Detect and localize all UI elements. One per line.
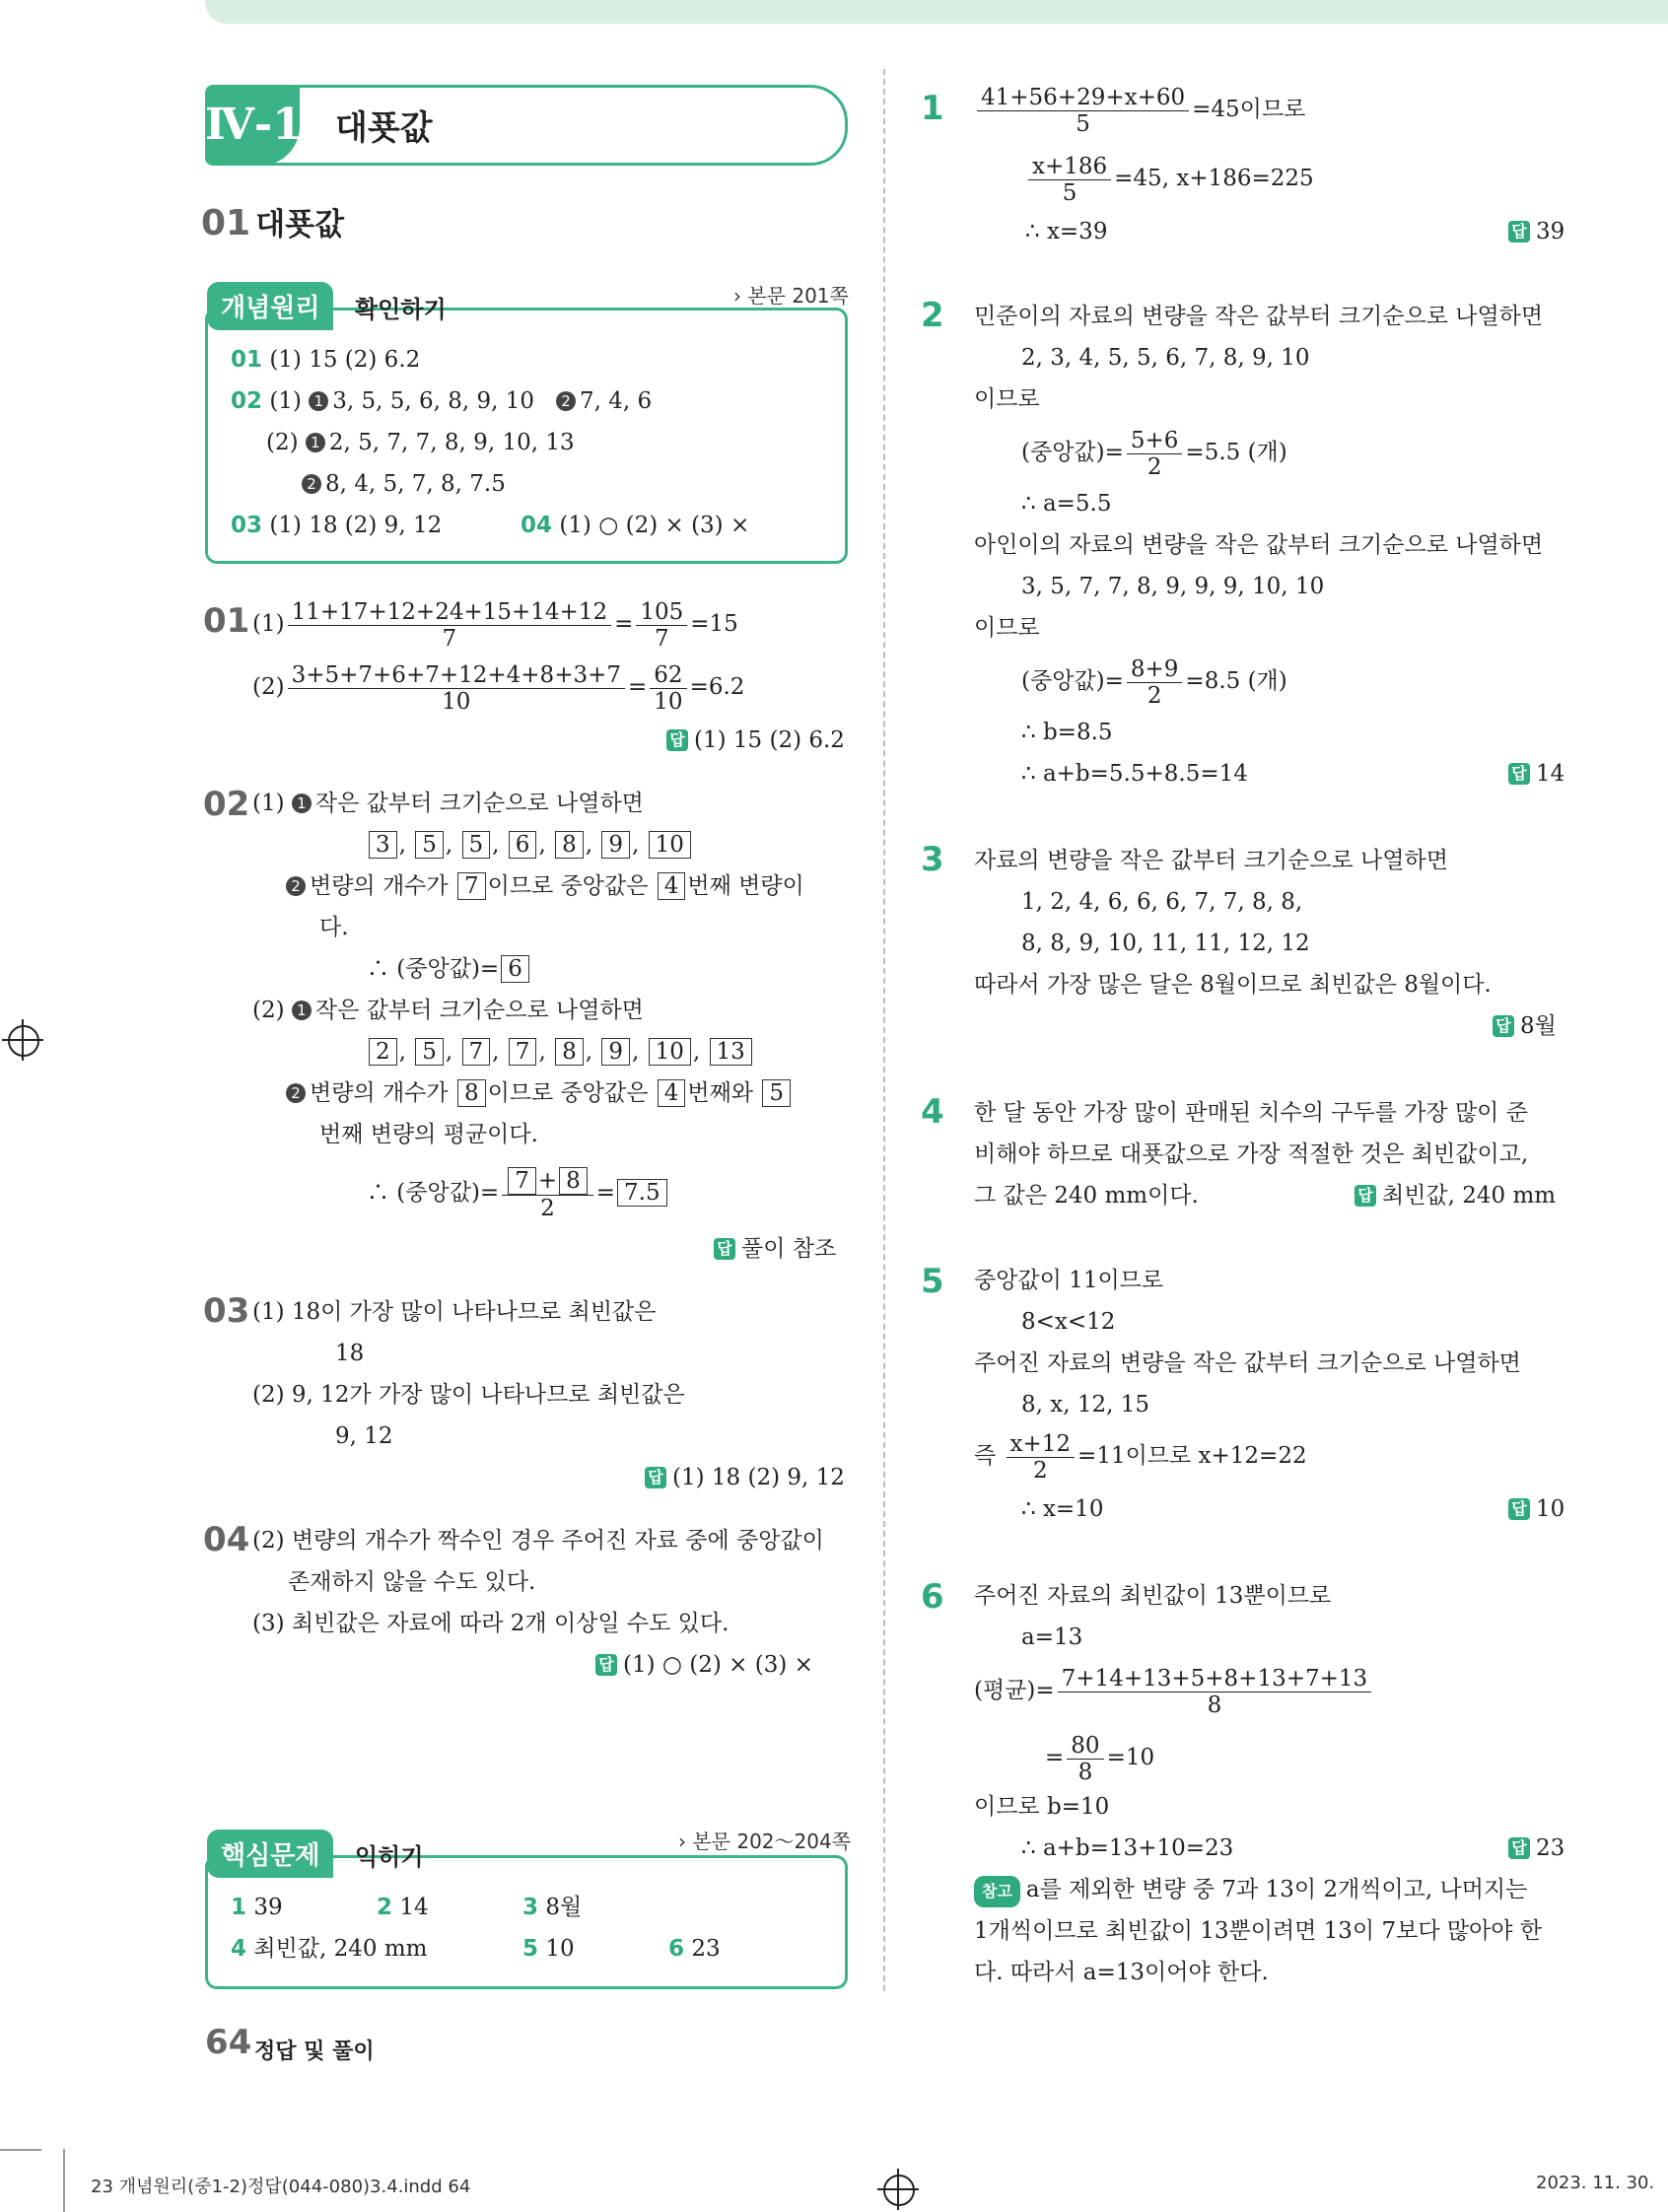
value-box: 4 bbox=[658, 1079, 686, 1107]
sol02-boxes-1: 3 , 5 , 5 , 6 , 8 , 9 , 10 bbox=[367, 830, 693, 860]
r3-line-2: 1, 2, 4, 6, 6, 6, 7, 7, 8, 8, bbox=[1021, 889, 1303, 915]
r4-line-3: 그 값은 240 mm이다. bbox=[974, 1183, 1199, 1209]
denominator: 10 bbox=[442, 688, 471, 715]
answer-icon: 답 bbox=[1493, 1015, 1514, 1037]
numerator: 3+5+7+6+7+12+4+8+3+7 bbox=[288, 662, 625, 689]
sol02-boxes-2: 2 , 5 , 7 , 7 , 8 , 9 , 10 , 13 bbox=[367, 1037, 754, 1067]
circle-2-icon: 2 bbox=[302, 474, 321, 494]
numerator: x+12 bbox=[1007, 1431, 1076, 1458]
sol01-part2: (2) bbox=[252, 674, 285, 700]
numerator: 41+56+29+x+60 bbox=[977, 85, 1189, 111]
circle-1-icon: 1 bbox=[292, 1001, 312, 1020]
right-problem-3-number: 3 bbox=[921, 840, 944, 879]
r6-answer-text: 23 bbox=[1536, 1835, 1565, 1861]
core-item-5 bbox=[522, 1934, 575, 1964]
r1-answer-text: 39 bbox=[1536, 219, 1565, 244]
concept-line-4 bbox=[302, 469, 506, 499]
fraction bbox=[1127, 657, 1183, 709]
section-number: 01 bbox=[201, 203, 251, 243]
denominator: 5 bbox=[1062, 179, 1077, 206]
denominator: 2 bbox=[1032, 1457, 1048, 1484]
sol02-line-5 bbox=[252, 996, 644, 1025]
footer-file: 23 개념원리(중1-2)정답(044-080)3.4.indd 64 bbox=[91, 2177, 471, 2197]
r6-eq: = bbox=[1045, 1745, 1065, 1770]
r1-answer bbox=[1508, 217, 1564, 246]
concept-line-5 bbox=[231, 511, 442, 540]
numerator: x+186 bbox=[1028, 154, 1111, 180]
r6-line-6: ∴ a+b=13+10=23 bbox=[1021, 1835, 1234, 1861]
r2-line-6: 아인이의 자료의 변량을 작은 값부터 크기순으로 나열하면 bbox=[974, 532, 1544, 558]
crop-mark bbox=[0, 2149, 41, 2151]
concept-page-ref: › 본문 201쪽 bbox=[733, 284, 849, 308]
circle-1-icon: 1 bbox=[306, 433, 325, 452]
sol02-line-1 bbox=[252, 789, 644, 818]
r6-line-1: 주어진 자료의 최빈값이 13뿐이므로 bbox=[974, 1583, 1332, 1609]
r4-line-2: 비해야 하므로 대푯값으로 가장 적절한 것은 최빈값이고, bbox=[974, 1141, 1529, 1167]
solution-01-line-2: (2) $\frac{3+5+7+6+7+12+4+8+3+7}{10}$ = $\frac{62}{10}$ =6.2 bbox=[252, 661, 745, 715]
r2-line-11: ∴ a+b=5.5+8.5=14 bbox=[1021, 761, 1248, 787]
r5-text-prefix: 즉 bbox=[974, 1443, 997, 1469]
r6-note-line-1 bbox=[974, 1875, 1527, 1907]
sol02-text2: 변량의 개수가 bbox=[310, 873, 449, 899]
concept-badge: 개념원리 bbox=[207, 282, 333, 330]
denominator: 10 bbox=[654, 688, 683, 715]
value-box: 13 bbox=[710, 1038, 752, 1066]
core-item-val: 8월 bbox=[545, 1895, 583, 1920]
r2-line-2: 2, 3, 4, 5, 5, 6, 7, 8, 9, 10 bbox=[1021, 345, 1310, 371]
concept-q4-num: 04 bbox=[521, 513, 553, 538]
denominator: 7 bbox=[655, 625, 669, 652]
solution-03-answer bbox=[645, 1463, 845, 1492]
value-box: 8 bbox=[555, 1038, 584, 1066]
value-box: 9 bbox=[601, 831, 630, 859]
r2-line-4 bbox=[1021, 424, 1287, 481]
r5-line-3: 주어진 자료의 변량을 작은 값부터 크기순으로 나열하면 bbox=[974, 1350, 1521, 1376]
core-item-num: 5 bbox=[522, 1936, 539, 1962]
sol02-text5: ∴ (중앙값)= bbox=[367, 956, 500, 982]
sol01-result1: =15 bbox=[690, 611, 738, 637]
value-box: 10 bbox=[649, 831, 691, 859]
core-badge: 핵심문제 bbox=[207, 1830, 333, 1878]
right-problem-6-number: 6 bbox=[921, 1577, 944, 1617]
core-item-val: 10 bbox=[545, 1936, 575, 1962]
r5-answer bbox=[1508, 1494, 1564, 1524]
core-item-num: 6 bbox=[668, 1936, 685, 1962]
core-item-val: 39 bbox=[253, 1895, 283, 1920]
right-problem-4-number: 4 bbox=[921, 1092, 944, 1132]
concept-q2-list3: 2, 5, 7, 7, 8, 9, 10, 13 bbox=[328, 430, 575, 455]
core-item-4 bbox=[231, 1934, 427, 1964]
r5-line-6: ∴ x=10 bbox=[1021, 1496, 1104, 1522]
core-item-num: 1 bbox=[231, 1895, 247, 1920]
numerator: 7+14+13+5+8+13+7+13 bbox=[1058, 1666, 1372, 1693]
r5-line-1: 중앙값이 11이므로 bbox=[974, 1268, 1164, 1293]
solution-04-answer bbox=[595, 1650, 813, 1680]
denominator: 5 bbox=[1076, 110, 1090, 137]
value-box: 8 bbox=[457, 1079, 486, 1107]
fraction bbox=[1058, 1666, 1372, 1718]
sol04-answer-text: (1) ○ (2) × (3) × bbox=[623, 1652, 813, 1678]
r4-answer bbox=[1355, 1181, 1556, 1210]
sol02-text7: 변량의 개수가 bbox=[310, 1080, 449, 1106]
core-item-6 bbox=[668, 1934, 721, 1964]
footer-date: 2023. 11. 30. bbox=[1536, 2173, 1655, 2193]
denominator: 2 bbox=[540, 1195, 555, 1221]
denominator: 8 bbox=[1077, 1759, 1093, 1785]
answer-icon: 답 bbox=[645, 1467, 666, 1488]
core-item-val: 23 bbox=[691, 1936, 721, 1962]
right-problem-2-number: 2 bbox=[921, 296, 944, 335]
r2-answer bbox=[1508, 759, 1564, 789]
answer-icon: 답 bbox=[1508, 1837, 1530, 1859]
core-item-num: 2 bbox=[377, 1895, 393, 1920]
sol02-text3: 이므로 중앙값은 bbox=[487, 873, 649, 899]
solution-02-number: 02 bbox=[203, 785, 250, 824]
circle-2-icon: 2 bbox=[556, 391, 576, 411]
concept-q2-list4: 8, 4, 5, 7, 8, 7.5 bbox=[325, 471, 506, 497]
r2-median-label1: (중앙값)= bbox=[1021, 440, 1124, 465]
r1-text1: =45이므로 bbox=[1192, 97, 1306, 122]
value-box: 5 bbox=[415, 831, 444, 859]
value-box: 2 bbox=[369, 1038, 397, 1066]
r6-note-text1: a를 제외한 변량 중 7과 13이 2개씩이고, 나머지는 bbox=[1025, 1877, 1528, 1902]
r6-answer bbox=[1508, 1833, 1564, 1863]
concept-ref-text: 본문 201쪽 bbox=[747, 284, 849, 308]
fraction bbox=[502, 1167, 593, 1221]
denominator: 2 bbox=[1147, 453, 1162, 480]
concept-q2-num: 02 bbox=[231, 388, 263, 414]
r6-note-line-3: 다. 따라서 a=13이어야 한다. bbox=[974, 1960, 1269, 1985]
r4-answer-text: 최빈값, 240 mm bbox=[1382, 1183, 1557, 1209]
concept-q4-ans: (1) ○ (2) × (3) × bbox=[559, 513, 750, 538]
fraction bbox=[288, 662, 625, 715]
r4-line-1: 한 달 동안 가장 많이 판매된 치수의 구두를 가장 많이 준 bbox=[974, 1100, 1528, 1126]
r6-note-line-2: 1개씩이므로 최빈값이 13뿐이려면 13이 7보다 많아야 한 bbox=[974, 1918, 1543, 1944]
core-page-ref: › 본문 202～204쪽 bbox=[678, 1830, 852, 1853]
r2-line-10: ∴ b=8.5 bbox=[1021, 720, 1113, 745]
r1-text2: =45, x+186=225 bbox=[1114, 166, 1314, 191]
concept-q3-num: 03 bbox=[231, 513, 263, 538]
r6-mean-result: =10 bbox=[1106, 1745, 1155, 1770]
r2-line-1: 민준이의 자료의 변량을 작은 값부터 크기순으로 나열하면 bbox=[974, 304, 1544, 329]
sol02-part1: (1) bbox=[252, 791, 285, 816]
r2-median-label2: (중앙값)= bbox=[1021, 668, 1124, 694]
r3-line-4: 따라서 가장 많은 달은 8월이므로 최빈값은 8월이다. bbox=[974, 972, 1492, 998]
r1-line-3: ∴ x=39 bbox=[1025, 219, 1108, 244]
r5-line-5 bbox=[974, 1427, 1307, 1485]
core-item-val: 14 bbox=[399, 1895, 429, 1920]
registration-mark-icon bbox=[883, 2175, 915, 2206]
fraction bbox=[1127, 428, 1183, 480]
r6-mean-label: (평균)= bbox=[974, 1678, 1055, 1703]
concept-badge-sub: 확인하기 bbox=[355, 296, 447, 323]
sol01-part1: (1) bbox=[252, 611, 285, 637]
r3-line-3: 8, 8, 9, 10, 11, 11, 12, 12 bbox=[1021, 931, 1310, 956]
value-box: 7 bbox=[462, 1038, 491, 1066]
circle-1-icon: 1 bbox=[292, 794, 312, 813]
r5-text-suffix: =11이므로 x+12=22 bbox=[1077, 1443, 1307, 1469]
concept-line-3 bbox=[266, 428, 575, 457]
registration-mark-icon bbox=[8, 1025, 39, 1057]
concept-q2-list2: 7, 4, 6 bbox=[579, 388, 653, 414]
sol03-answer-text: (1) 18 (2) 9, 12 bbox=[672, 1465, 845, 1490]
sol03-line-4: 9, 12 bbox=[335, 1423, 393, 1449]
core-ref-text: 본문 202～204쪽 bbox=[692, 1830, 852, 1853]
sol03-line-2: 18 bbox=[335, 1341, 365, 1366]
value-box: 10 bbox=[649, 1038, 691, 1066]
sol01-result2: =6.2 bbox=[689, 674, 745, 700]
r3-answer bbox=[1493, 1011, 1557, 1041]
r2-line-9 bbox=[1021, 653, 1287, 710]
numerator: 5+6 bbox=[1127, 428, 1183, 454]
sol02-text9: 번째와 bbox=[687, 1080, 754, 1106]
numerator: 7 + 8 bbox=[502, 1167, 593, 1196]
value-box: 8 bbox=[555, 831, 584, 859]
concept-q2-part2: (2) bbox=[266, 430, 299, 455]
fraction bbox=[977, 85, 1189, 137]
concept-q3-ans: (1) 18 (2) 9, 12 bbox=[269, 513, 443, 538]
value-box: 9 bbox=[601, 1038, 630, 1066]
r3-answer-text: 8월 bbox=[1520, 1013, 1557, 1039]
value-box: 6 bbox=[501, 955, 529, 983]
denominator: 2 bbox=[1147, 682, 1162, 709]
r5-line-2: 8<x<12 bbox=[1021, 1309, 1116, 1335]
sol02-text1: 작은 값부터 크기순으로 나열하면 bbox=[314, 791, 644, 816]
sol02-part2: (2) bbox=[252, 998, 285, 1023]
solution-04-number: 04 bbox=[203, 1520, 250, 1559]
sol02-text6: 작은 값부터 크기순으로 나열하면 bbox=[314, 998, 644, 1023]
sol02-line-4 bbox=[367, 954, 531, 984]
chapter-number: Ⅳ-1 bbox=[205, 85, 300, 166]
value-box: 7 bbox=[457, 872, 486, 900]
sol02-line-3: 다. bbox=[319, 915, 349, 940]
r3-line-1: 자료의 변량을 작은 값부터 크기순으로 나열하면 bbox=[974, 848, 1448, 873]
solution-03-number: 03 bbox=[203, 1291, 250, 1331]
numerator: 8+9 bbox=[1127, 657, 1183, 683]
value-box: 5 bbox=[462, 831, 491, 859]
sol02-text10: ∴ (중앙값)= bbox=[367, 1180, 500, 1206]
numerator: 105 bbox=[636, 599, 687, 626]
core-item-val: 최빈값, 240 mm bbox=[253, 1936, 428, 1962]
solution-01-line-1: (1) $\frac{11+17+12+24+15+14+12}{7}$ = $\frac{105}{7}$ =15 bbox=[252, 598, 738, 652]
answer-icon: 답 bbox=[1508, 763, 1530, 785]
answer-icon: 답 bbox=[1508, 221, 1530, 242]
value-box: 7 bbox=[509, 1038, 537, 1066]
concept-q2-list1: 3, 5, 5, 6, 8, 9, 10 bbox=[332, 388, 535, 414]
sol03-line-3: (2) 9, 12가 가장 많이 나타나므로 최빈값은 bbox=[252, 1382, 685, 1408]
answer-icon: 답 bbox=[666, 729, 688, 751]
concept-q1-num: 01 bbox=[231, 347, 263, 373]
sol04-line-1: (2) 변량의 개수가 짝수인 경우 주어진 자료 중에 중앙값이 bbox=[252, 1528, 824, 1554]
answer-icon: 답 bbox=[714, 1238, 735, 1260]
fraction bbox=[288, 599, 612, 652]
r6-line-5: 이므로 b=10 bbox=[974, 1794, 1110, 1820]
r6-line-4 bbox=[1045, 1729, 1154, 1786]
solution-01-answer bbox=[666, 726, 845, 755]
section-heading bbox=[201, 199, 344, 243]
solution-01-number: 01 bbox=[203, 601, 250, 641]
page-number: 64 bbox=[205, 2023, 252, 2062]
denominator: 8 bbox=[1207, 1692, 1222, 1718]
circle-2-icon: 2 bbox=[286, 1083, 306, 1103]
value-box: 5 bbox=[415, 1038, 444, 1066]
value-box: 5 bbox=[762, 1079, 791, 1107]
sol02-text4: 번째 변량이 bbox=[687, 873, 804, 899]
core-badge-sub: 익히기 bbox=[355, 1843, 424, 1871]
value-box: 7 bbox=[508, 1167, 536, 1195]
r2-median-result1: =5.5 (개) bbox=[1185, 440, 1287, 465]
r2-line-8: 이므로 bbox=[974, 615, 1040, 641]
concept-line-2 bbox=[231, 386, 652, 416]
fraction bbox=[650, 662, 686, 715]
note-badge: 참고 bbox=[974, 1876, 1020, 1907]
r2-line-7: 3, 5, 7, 7, 8, 9, 9, 9, 10, 10 bbox=[1021, 574, 1325, 599]
sol01-answer-text: (1) 15 (2) 6.2 bbox=[694, 727, 845, 753]
circle-2-icon: 2 bbox=[286, 876, 306, 896]
r1-line-1 bbox=[974, 81, 1305, 138]
core-item-1 bbox=[231, 1893, 283, 1922]
fraction bbox=[1067, 1733, 1103, 1785]
r5-answer-text: 10 bbox=[1536, 1496, 1565, 1522]
page-label: 정답 및 풀이 bbox=[254, 2039, 375, 2064]
right-problem-1-number: 1 bbox=[921, 89, 944, 128]
core-item-num: 4 bbox=[231, 1936, 247, 1962]
r2-median-result2: =8.5 (개) bbox=[1185, 668, 1287, 694]
answer-icon: 답 bbox=[1508, 1498, 1530, 1520]
circle-1-icon: 1 bbox=[309, 391, 328, 411]
value-box: 7.5 bbox=[617, 1179, 667, 1207]
denominator: 7 bbox=[442, 625, 457, 652]
column-divider bbox=[883, 69, 885, 1991]
r5-line-4: 8, x, 12, 15 bbox=[1021, 1392, 1150, 1417]
sol02-line-6 bbox=[286, 1078, 793, 1108]
concept-q1-ans: (1) 15 (2) 6.2 bbox=[269, 347, 421, 373]
top-band bbox=[205, 0, 1668, 24]
r6-line-2: a=13 bbox=[1021, 1624, 1083, 1650]
sol02-line-8: ∴ (중앙값)= $\frac{7 + 8}{2}$ = 7.5 bbox=[367, 1163, 669, 1222]
sol02-answer-text: 풀이 참조 bbox=[741, 1236, 837, 1262]
numerator: 80 bbox=[1067, 1733, 1103, 1760]
fraction bbox=[1007, 1431, 1076, 1484]
core-item-num: 3 bbox=[522, 1895, 539, 1920]
fraction bbox=[1028, 154, 1111, 206]
right-problem-5-number: 5 bbox=[921, 1262, 944, 1301]
section-title: 대푯값 bbox=[255, 207, 345, 242]
sol02-line-7: 번째 변량의 평균이다. bbox=[319, 1122, 538, 1147]
value-box: 6 bbox=[509, 831, 537, 859]
concept-q2-part1: (1) bbox=[269, 388, 302, 414]
solution-02-answer bbox=[714, 1234, 836, 1264]
sol02-text8: 이므로 중앙값은 bbox=[487, 1080, 649, 1106]
numerator: 62 bbox=[650, 662, 686, 689]
answer-icon: 답 bbox=[1355, 1185, 1376, 1207]
r2-line-3: 이므로 bbox=[974, 386, 1040, 412]
chapter-title: 대푯값 bbox=[335, 108, 433, 148]
core-item-3 bbox=[522, 1893, 582, 1922]
crop-mark bbox=[63, 2149, 65, 2212]
sol04-line-2: 존재하지 않을 수도 있다. bbox=[288, 1569, 536, 1595]
r2-answer-text: 14 bbox=[1536, 761, 1565, 787]
r2-line-5: ∴ a=5.5 bbox=[1021, 491, 1112, 517]
value-box: 3 bbox=[369, 831, 397, 859]
numerator: 11+17+12+24+15+14+12 bbox=[288, 599, 612, 626]
concept-line-1 bbox=[231, 345, 420, 375]
concept-line-5b bbox=[521, 511, 749, 540]
value-box: 8 bbox=[559, 1167, 588, 1195]
r6-line-3 bbox=[974, 1662, 1374, 1719]
sol02-line-2 bbox=[286, 871, 804, 901]
sol04-line-3: (3) 최빈값은 자료에 따라 2개 이상일 수도 있다. bbox=[252, 1611, 730, 1636]
sol03-line-1: (1) 18이 가장 많이 나타나므로 최빈값은 bbox=[252, 1299, 657, 1325]
value-box: 4 bbox=[658, 872, 686, 900]
r1-line-2 bbox=[1025, 150, 1314, 207]
core-item-2 bbox=[377, 1893, 429, 1922]
fraction bbox=[636, 599, 687, 652]
answer-icon: 답 bbox=[595, 1654, 617, 1676]
